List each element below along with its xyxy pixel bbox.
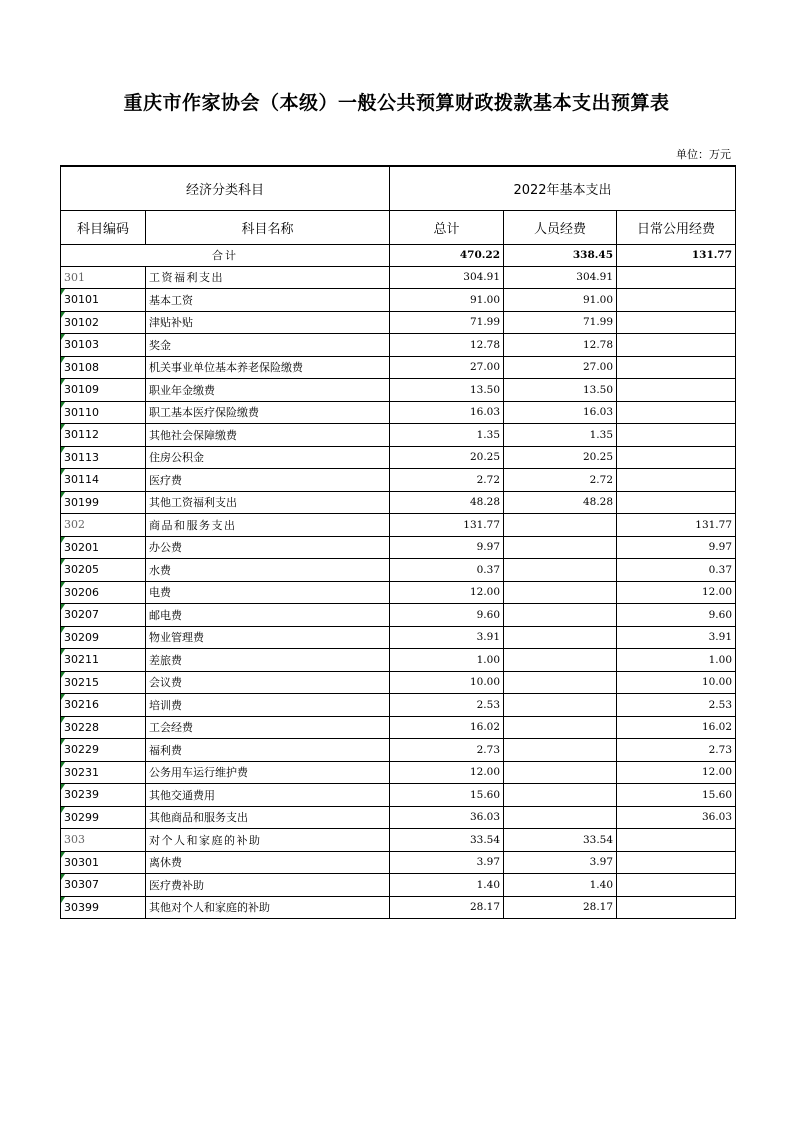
row-public: 2.53 bbox=[617, 694, 736, 717]
row-total: 12.78 bbox=[390, 334, 504, 357]
row-name: 其他商品和服务支出 bbox=[146, 806, 390, 829]
table-row bbox=[61, 739, 736, 762]
row-name: 其他工资福利支出 bbox=[146, 491, 390, 514]
row-personnel: 13.50 bbox=[504, 379, 617, 402]
total-sum: 470.22 bbox=[390, 244, 504, 266]
row-name: 工资福利支出 bbox=[146, 266, 390, 289]
row-total: 36.03 bbox=[390, 806, 504, 829]
total-label: 合计 bbox=[61, 244, 390, 266]
row-personnel: 3.97 bbox=[504, 851, 617, 874]
row-personnel bbox=[504, 694, 617, 717]
row-personnel: 71.99 bbox=[504, 311, 617, 334]
row-name: 对个人和家庭的补助 bbox=[146, 829, 390, 852]
table-row bbox=[61, 694, 736, 717]
row-name: 离休费 bbox=[146, 851, 390, 874]
row-code: 30209 bbox=[61, 626, 146, 649]
row-code: 30201 bbox=[61, 536, 146, 559]
row-name: 奖金 bbox=[146, 334, 390, 357]
row-code: 30114 bbox=[61, 469, 146, 492]
row-code: 30109 bbox=[61, 379, 146, 402]
row-total: 2.53 bbox=[390, 694, 504, 717]
header-total: 总计 bbox=[390, 210, 504, 244]
table-row bbox=[61, 379, 736, 402]
row-total: 9.97 bbox=[390, 536, 504, 559]
row-code: 30301 bbox=[61, 851, 146, 874]
table-row bbox=[61, 896, 736, 919]
row-code: 301 bbox=[61, 266, 146, 289]
row-code: 30239 bbox=[61, 784, 146, 807]
row-personnel bbox=[504, 604, 617, 627]
row-public bbox=[617, 289, 736, 312]
row-total: 15.60 bbox=[390, 784, 504, 807]
row-name: 医疗费补助 bbox=[146, 874, 390, 897]
row-personnel bbox=[504, 806, 617, 829]
table-row bbox=[61, 851, 736, 874]
row-public: 36.03 bbox=[617, 806, 736, 829]
row-name: 差旅费 bbox=[146, 649, 390, 672]
row-personnel: 1.35 bbox=[504, 424, 617, 447]
row-public: 16.02 bbox=[617, 716, 736, 739]
row-total: 16.03 bbox=[390, 401, 504, 424]
row-personnel: 12.78 bbox=[504, 334, 617, 357]
row-total: 3.91 bbox=[390, 626, 504, 649]
page-title: 重庆市作家协会（本级）一般公共预算财政拨款基本支出预算表 bbox=[123, 92, 670, 114]
table-row bbox=[61, 491, 736, 514]
table-row bbox=[61, 671, 736, 694]
row-name: 职工基本医疗保险缴费 bbox=[146, 401, 390, 424]
row-total: 9.60 bbox=[390, 604, 504, 627]
row-total: 2.72 bbox=[390, 469, 504, 492]
table-row bbox=[61, 784, 736, 807]
budget-table bbox=[60, 165, 736, 919]
row-personnel bbox=[504, 761, 617, 784]
row-public: 0.37 bbox=[617, 559, 736, 582]
row-personnel: 2.72 bbox=[504, 469, 617, 492]
row-name: 基本工资 bbox=[146, 289, 390, 312]
header-code: 科目编码 bbox=[61, 210, 146, 244]
category-row bbox=[61, 514, 736, 537]
category-row bbox=[61, 829, 736, 852]
total-row bbox=[61, 244, 736, 266]
row-total: 304.91 bbox=[390, 266, 504, 289]
row-code: 30216 bbox=[61, 694, 146, 717]
row-total: 0.37 bbox=[390, 559, 504, 582]
table-row bbox=[61, 874, 736, 897]
row-code: 30199 bbox=[61, 491, 146, 514]
table-row bbox=[61, 626, 736, 649]
table-row bbox=[61, 649, 736, 672]
row-public bbox=[617, 266, 736, 289]
row-name: 机关事业单位基本养老保险缴费 bbox=[146, 356, 390, 379]
row-code: 30206 bbox=[61, 581, 146, 604]
row-code: 30307 bbox=[61, 874, 146, 897]
header-public: 日常公用经费 bbox=[617, 210, 736, 244]
row-name: 邮电费 bbox=[146, 604, 390, 627]
row-total: 12.00 bbox=[390, 581, 504, 604]
table-row bbox=[61, 289, 736, 312]
table-row bbox=[61, 334, 736, 357]
row-personnel bbox=[504, 784, 617, 807]
row-public: 9.60 bbox=[617, 604, 736, 627]
row-public bbox=[617, 401, 736, 424]
row-code: 30207 bbox=[61, 604, 146, 627]
row-public bbox=[617, 424, 736, 447]
row-personnel bbox=[504, 536, 617, 559]
row-code: 30102 bbox=[61, 311, 146, 334]
row-code: 30228 bbox=[61, 716, 146, 739]
row-total: 13.50 bbox=[390, 379, 504, 402]
row-total: 2.73 bbox=[390, 739, 504, 762]
table-row bbox=[61, 401, 736, 424]
row-total: 1.00 bbox=[390, 649, 504, 672]
table-row bbox=[61, 536, 736, 559]
row-name: 培训费 bbox=[146, 694, 390, 717]
row-total: 91.00 bbox=[390, 289, 504, 312]
row-public: 2.73 bbox=[617, 739, 736, 762]
row-total: 33.54 bbox=[390, 829, 504, 852]
total-public: 131.77 bbox=[617, 244, 736, 266]
row-name: 商品和服务支出 bbox=[146, 514, 390, 537]
table-row bbox=[61, 446, 736, 469]
table-row bbox=[61, 469, 736, 492]
row-public bbox=[617, 469, 736, 492]
row-code: 30110 bbox=[61, 401, 146, 424]
row-personnel: 28.17 bbox=[504, 896, 617, 919]
row-public bbox=[617, 896, 736, 919]
row-name: 办公费 bbox=[146, 536, 390, 559]
row-public bbox=[617, 356, 736, 379]
header-personnel: 人员经费 bbox=[504, 210, 617, 244]
row-personnel: 1.40 bbox=[504, 874, 617, 897]
row-name: 会议费 bbox=[146, 671, 390, 694]
header-name: 科目名称 bbox=[146, 210, 390, 244]
header-basic-expenditure: 2022年基本支出 bbox=[390, 166, 736, 210]
row-personnel: 91.00 bbox=[504, 289, 617, 312]
row-public: 9.97 bbox=[617, 536, 736, 559]
row-public: 131.77 bbox=[617, 514, 736, 537]
row-personnel bbox=[504, 739, 617, 762]
row-personnel bbox=[504, 671, 617, 694]
row-total: 12.00 bbox=[390, 761, 504, 784]
row-personnel bbox=[504, 716, 617, 739]
row-code: 302 bbox=[61, 514, 146, 537]
unit-label: 单位：万元 bbox=[676, 148, 731, 161]
row-total: 71.99 bbox=[390, 311, 504, 334]
row-code: 30113 bbox=[61, 446, 146, 469]
row-name: 水费 bbox=[146, 559, 390, 582]
row-code: 30211 bbox=[61, 649, 146, 672]
row-total: 3.97 bbox=[390, 851, 504, 874]
row-name: 公务用车运行维护费 bbox=[146, 761, 390, 784]
header-economic-classification: 经济分类科目 bbox=[61, 166, 390, 210]
table-row bbox=[61, 716, 736, 739]
row-personnel: 20.25 bbox=[504, 446, 617, 469]
row-code: 30399 bbox=[61, 896, 146, 919]
row-public bbox=[617, 491, 736, 514]
row-code: 30103 bbox=[61, 334, 146, 357]
row-personnel: 48.28 bbox=[504, 491, 617, 514]
table-row bbox=[61, 424, 736, 447]
table-row bbox=[61, 761, 736, 784]
row-public: 12.00 bbox=[617, 761, 736, 784]
row-total: 16.02 bbox=[390, 716, 504, 739]
row-name: 电费 bbox=[146, 581, 390, 604]
row-name: 职业年金缴费 bbox=[146, 379, 390, 402]
table-row bbox=[61, 356, 736, 379]
row-personnel: 304.91 bbox=[504, 266, 617, 289]
row-public bbox=[617, 334, 736, 357]
table-body bbox=[61, 244, 736, 919]
table-row bbox=[61, 604, 736, 627]
row-public bbox=[617, 311, 736, 334]
row-name: 医疗费 bbox=[146, 469, 390, 492]
row-name: 工会经费 bbox=[146, 716, 390, 739]
row-name: 福利费 bbox=[146, 739, 390, 762]
row-name: 其他社会保障缴费 bbox=[146, 424, 390, 447]
row-personnel bbox=[504, 559, 617, 582]
row-total: 20.25 bbox=[390, 446, 504, 469]
row-personnel: 16.03 bbox=[504, 401, 617, 424]
row-total: 27.00 bbox=[390, 356, 504, 379]
table-row bbox=[61, 311, 736, 334]
row-total: 28.17 bbox=[390, 896, 504, 919]
row-code: 30205 bbox=[61, 559, 146, 582]
row-public: 15.60 bbox=[617, 784, 736, 807]
row-personnel: 27.00 bbox=[504, 356, 617, 379]
row-personnel bbox=[504, 626, 617, 649]
row-total: 1.35 bbox=[390, 424, 504, 447]
total-personnel: 338.45 bbox=[504, 244, 617, 266]
row-name: 津贴补贴 bbox=[146, 311, 390, 334]
row-name: 其他对个人和家庭的补助 bbox=[146, 896, 390, 919]
row-code: 30215 bbox=[61, 671, 146, 694]
row-personnel bbox=[504, 649, 617, 672]
row-public: 12.00 bbox=[617, 581, 736, 604]
row-total: 1.40 bbox=[390, 874, 504, 897]
row-name: 物业管理费 bbox=[146, 626, 390, 649]
row-personnel: 33.54 bbox=[504, 829, 617, 852]
row-personnel bbox=[504, 581, 617, 604]
row-public: 10.00 bbox=[617, 671, 736, 694]
row-public bbox=[617, 851, 736, 874]
row-code: 30229 bbox=[61, 739, 146, 762]
row-code: 30231 bbox=[61, 761, 146, 784]
row-public bbox=[617, 829, 736, 852]
row-personnel bbox=[504, 514, 617, 537]
row-name: 住房公积金 bbox=[146, 446, 390, 469]
row-code: 30112 bbox=[61, 424, 146, 447]
row-code: 30108 bbox=[61, 356, 146, 379]
category-row bbox=[61, 266, 736, 289]
table-row bbox=[61, 559, 736, 582]
row-total: 48.28 bbox=[390, 491, 504, 514]
row-total: 131.77 bbox=[390, 514, 504, 537]
table-row bbox=[61, 581, 736, 604]
row-public bbox=[617, 874, 736, 897]
row-code: 30299 bbox=[61, 806, 146, 829]
row-public bbox=[617, 446, 736, 469]
row-name: 其他交通费用 bbox=[146, 784, 390, 807]
row-public: 3.91 bbox=[617, 626, 736, 649]
row-total: 10.00 bbox=[390, 671, 504, 694]
row-public: 1.00 bbox=[617, 649, 736, 672]
row-code: 303 bbox=[61, 829, 146, 852]
row-code: 30101 bbox=[61, 289, 146, 312]
table-row bbox=[61, 806, 736, 829]
row-public bbox=[617, 379, 736, 402]
